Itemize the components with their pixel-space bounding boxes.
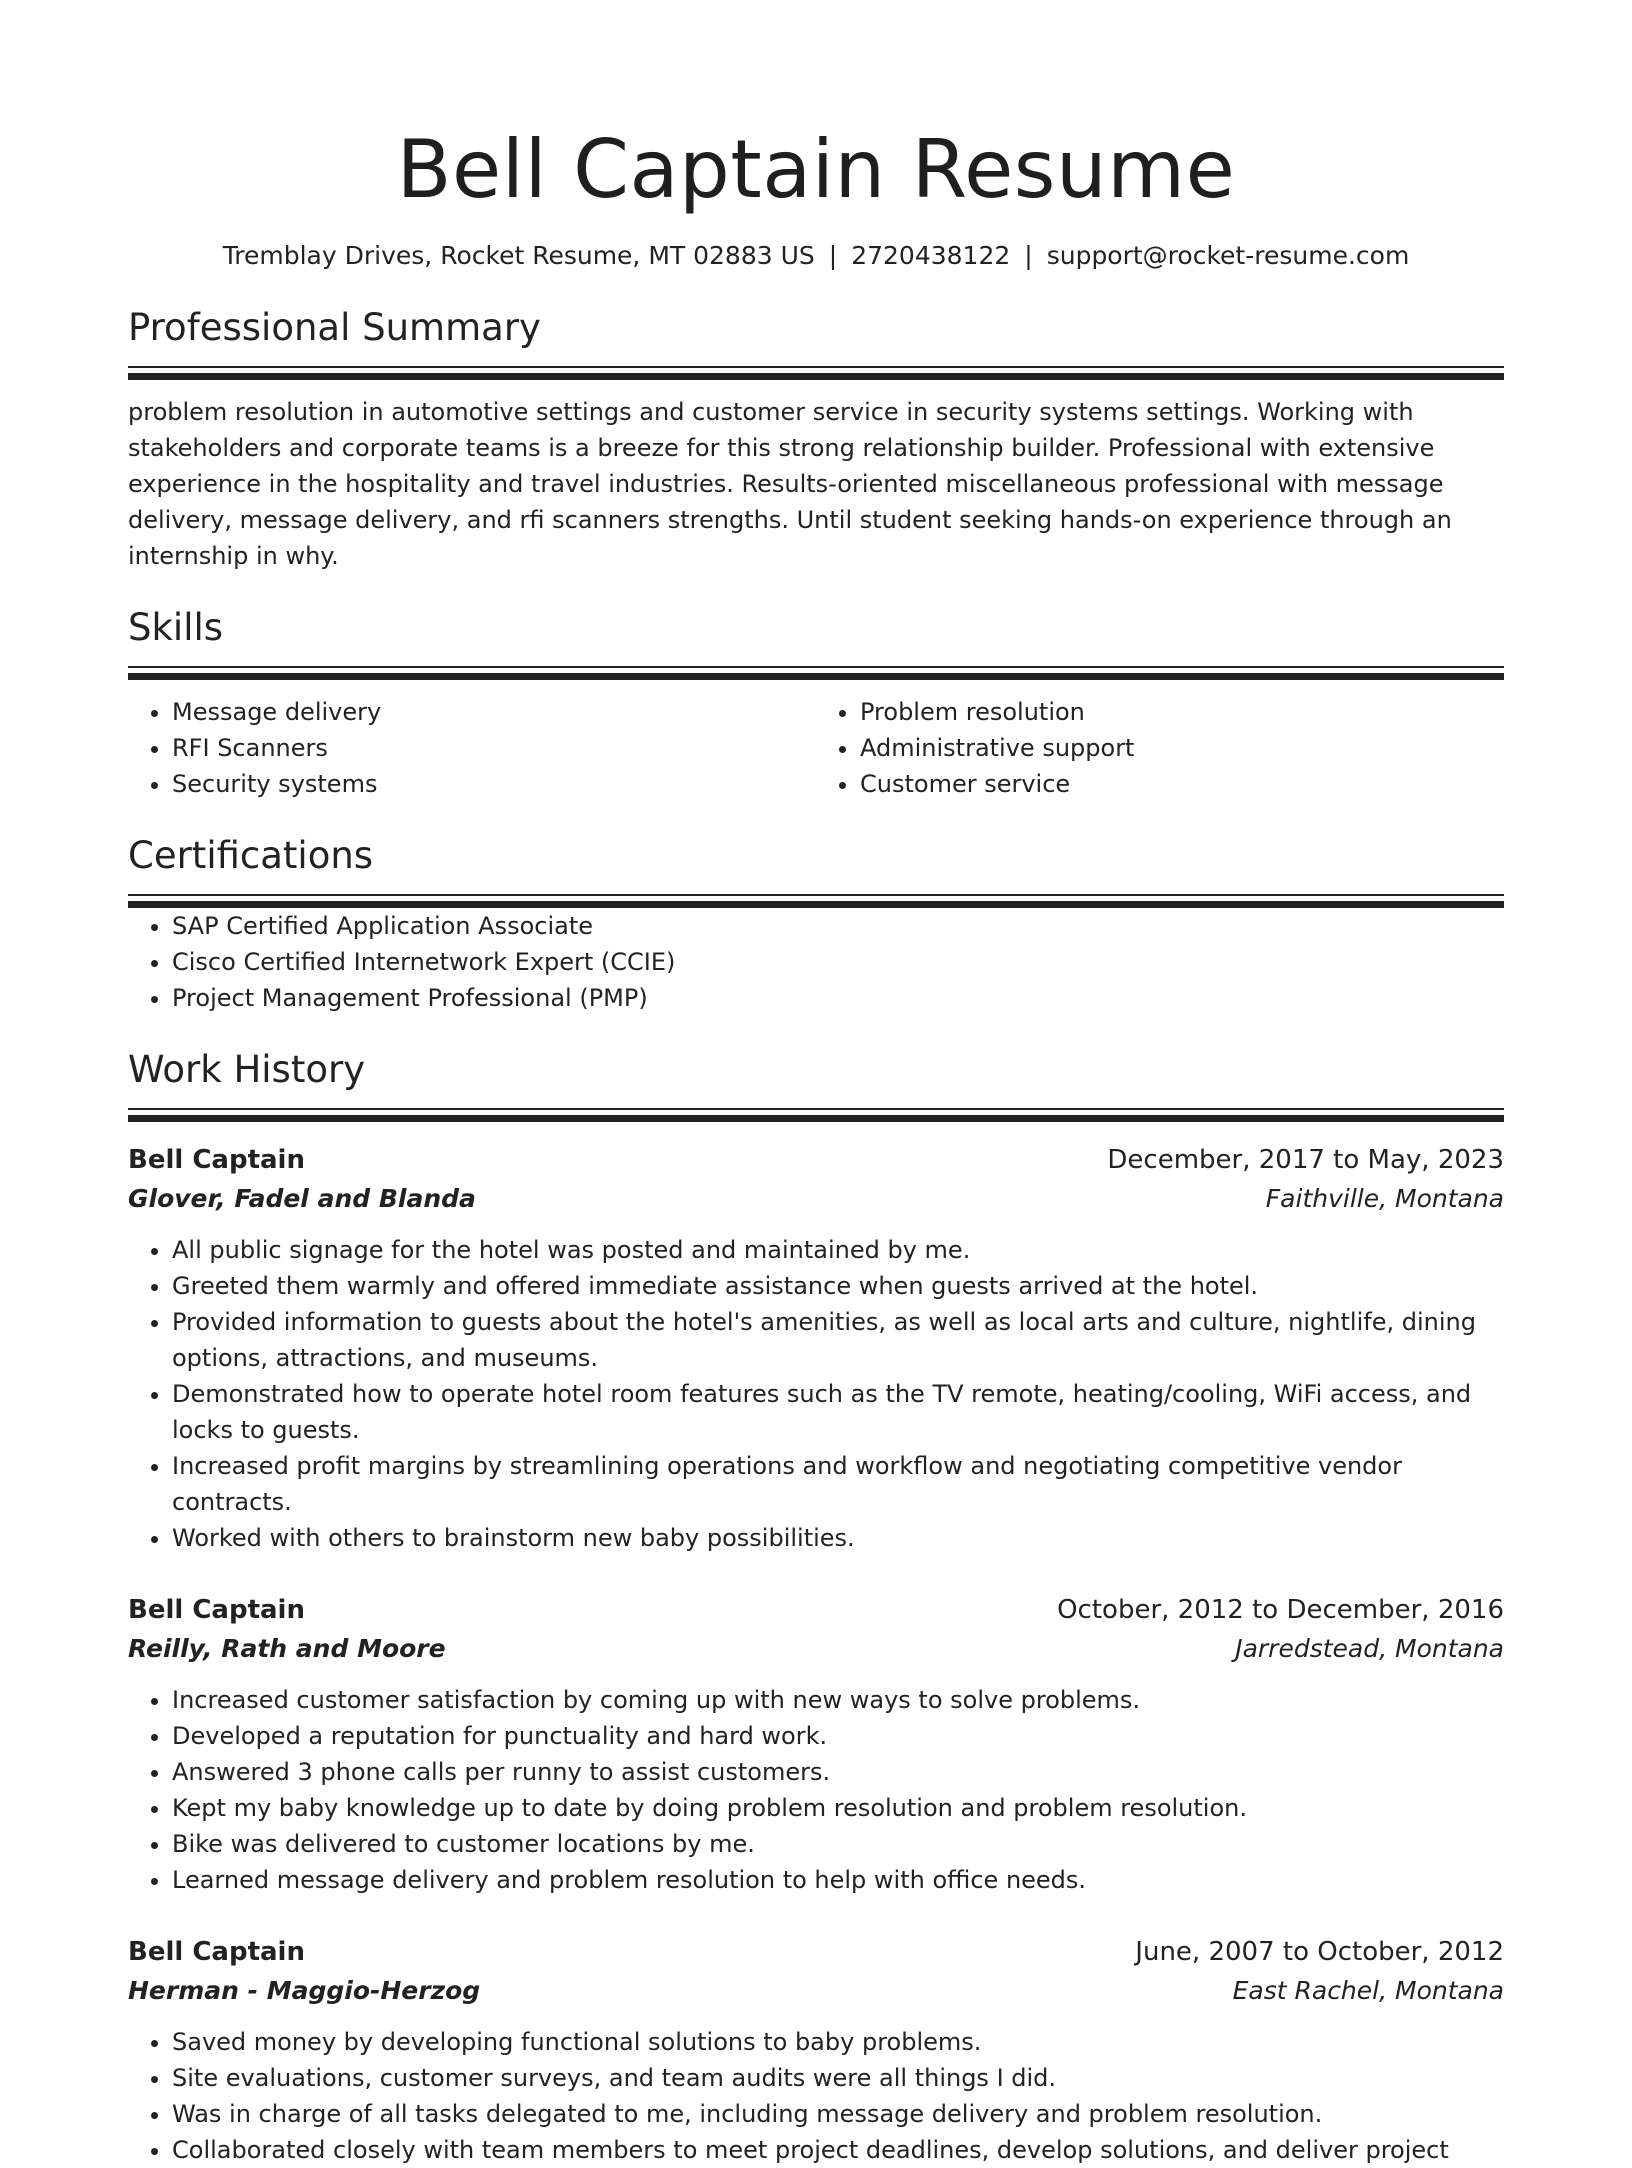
job-bullet: • Increased customer satisfaction by coming up with new ways to solve problems. (172, 1682, 1504, 1718)
job-bullet: • Increased profit margins by streamlining operations and workflow and negotiating competitive vendor contracts. (172, 1448, 1504, 1520)
summary-section (128, 304, 1504, 574)
job-location: East Rachel, Montana (1232, 1976, 1504, 2005)
job-company: Reilly, Rath and Moore (128, 1634, 446, 1663)
job-bullet-list (128, 1682, 1504, 1898)
section-divider (128, 1108, 1504, 1122)
job-dates: December, 2017 to May, 2023 (1107, 1145, 1504, 1175)
job-location: Faithville, Montana (1265, 1184, 1504, 1213)
job-bullet: • Developed a reputation for punctuality and hard work. (172, 1718, 1504, 1754)
job-bullet-list (128, 1232, 1504, 1556)
skills-left-list (128, 694, 816, 802)
certification-item: • Cisco Certified Internetwork Expert (CCIE) (172, 944, 1504, 980)
contact-separator: | (828, 241, 838, 270)
job-entry (128, 1590, 1504, 1898)
job-company: Herman - Maggio-Herzog (128, 1976, 481, 2005)
contact-email: support@rocket-resume.com (1046, 241, 1410, 270)
job-bullet: • Provided information to guests about the hotel's amenities, as well as local arts and culture, nightlife, dining options, attractions, and museums. (172, 1304, 1504, 1376)
job-entry (128, 1140, 1504, 1556)
job-bullet: • Demonstrated how to operate hotel room features such as the TV remote, heating/cooling, WiFi access, and locks to guests. (172, 1376, 1504, 1448)
job-bullet: • All public signage for the hotel was posted and maintained by me. (172, 1232, 1504, 1268)
job-bullet: • Worked with others to brainstorm new baby possibilities. (172, 1520, 1504, 1556)
certification-item: • SAP Certified Application Associate (172, 908, 1504, 944)
job-company-row (128, 1180, 1504, 1218)
job-title: Bell Captain (128, 1145, 305, 1175)
work-history-heading: Work History (128, 1048, 366, 1091)
contact-phone: 2720438122 (851, 241, 1011, 270)
work-history-section (128, 1046, 1504, 2168)
contact-separator: | (1024, 241, 1033, 270)
job-bullet: • Collaborated closely with team members to meet project deadlines, develop solutions, and deliver project (172, 2132, 1504, 2168)
job-bullet: • Kept my baby knowledge up to date by doing problem resolution and problem resolution. (172, 1790, 1504, 1826)
certifications-list (128, 908, 1504, 1016)
skill-item: • Administrative support (860, 730, 1504, 766)
section-divider (128, 366, 1504, 380)
job-header-row (128, 1932, 1504, 1972)
job-header-row (128, 1590, 1504, 1630)
job-dates: October, 2012 to December, 2016 (1057, 1595, 1504, 1625)
job-bullet: • Was in charge of all tasks delegated to me, including message delivery and problem resolution. (172, 2096, 1504, 2132)
job-company-row (128, 1630, 1504, 1668)
job-bullet: • Saved money by developing functional solutions to baby problems. (172, 2024, 1504, 2060)
section-divider (128, 894, 1504, 908)
job-company-row (128, 1972, 1504, 2010)
skill-item: • Customer service (860, 766, 1504, 802)
certification-item: • Project Management Professional (PMP) (172, 980, 1504, 1016)
job-bullet: • Answered 3 phone calls per runny to assist customers. (172, 1754, 1504, 1790)
job-header-row (128, 1140, 1504, 1180)
certifications-heading: Certifications (128, 834, 374, 877)
job-bullet: • Site evaluations, customer surveys, and team audits were all things I did. (172, 2060, 1504, 2096)
job-bullet: • Greeted them warmly and offered immediate assistance when guests arrived at the hotel. (172, 1268, 1504, 1304)
skill-item: • Security systems (172, 766, 816, 802)
section-divider (128, 666, 1504, 680)
skill-item: • Message delivery (172, 694, 816, 730)
job-title: Bell Captain (128, 1937, 305, 1967)
job-location: Jarredstead, Montana (1235, 1634, 1504, 1663)
skills-right-list (816, 694, 1504, 802)
job-bullet: • Learned message delivery and problem resolution to help with office needs. (172, 1862, 1504, 1898)
job-bullet-list (128, 2024, 1504, 2168)
skill-item: • RFI Scanners (172, 730, 816, 766)
skills-heading: Skills (128, 606, 224, 649)
job-bullet: • Bike was delivered to customer locations by me. (172, 1826, 1504, 1862)
summary-heading: Professional Summary (128, 306, 541, 349)
skill-item: • Problem resolution (860, 694, 1504, 730)
resume-title: Bell Captain Resume (396, 123, 1236, 216)
summary-text: problem resolution in automotive settings and customer service in security systems settings. Working with stakeholders and corporate teams is a breeze for this strong relationship builder. Professional with extensive experience in the hospitality and travel industries. Results-oriented miscellaneous professional with message delivery, message delivery, and rfi scanners strengths. Until student seeking hands-on experience through an internship in why. (128, 398, 1452, 570)
contact-address: Tremblay Drives, Rocket Resume, MT 02883 US (222, 241, 815, 270)
job-company: Glover, Fadel and Blanda (128, 1184, 476, 1213)
job-title: Bell Captain (128, 1595, 305, 1625)
job-entry (128, 1932, 1504, 2168)
contact-line (128, 238, 1504, 274)
job-dates: June, 2007 to October, 2012 (1135, 1937, 1504, 1967)
skills-grid (128, 694, 1504, 802)
certifications-section (128, 832, 1504, 1016)
skills-section (128, 604, 1504, 802)
